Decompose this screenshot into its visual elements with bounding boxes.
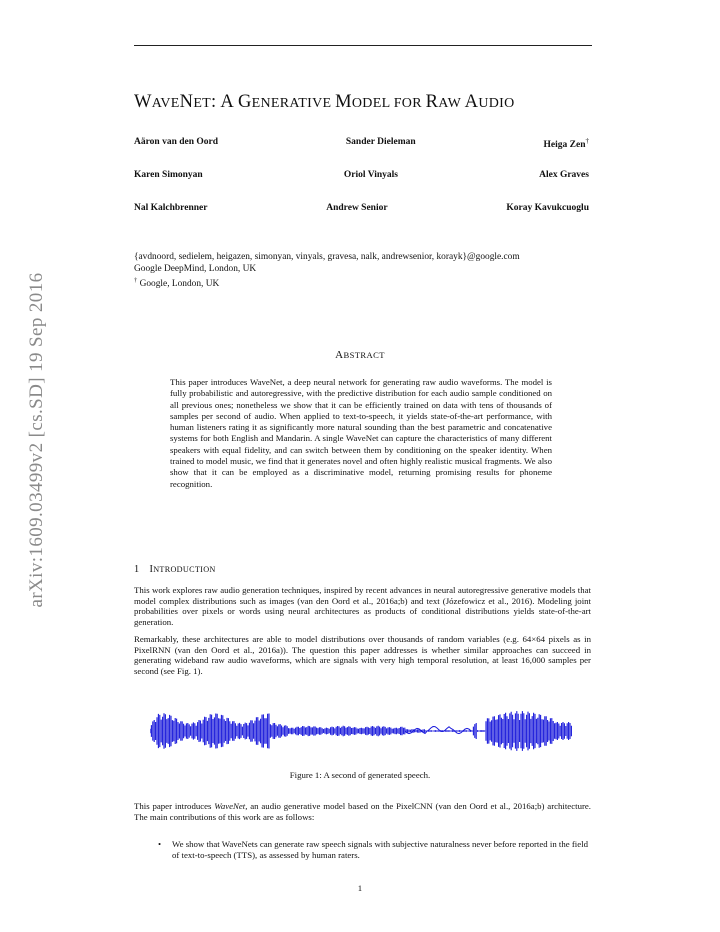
text-run-emphasis: WaveNet: [214, 801, 246, 811]
author-list: [134, 137, 589, 236]
affiliation-google: [134, 275, 520, 290]
intro-paragraph-1: This work explores raw audio generation techniques, inspired by recent advances in neural autoregressive generative models that model complex distributions such as images (van den Oord et al., 2016a;b) and text (Józefowicz et al., 2016). Modeling joint probabilities over pixels or words using neural architectures as products of conditional distributions yields state-of-the-art generation.: [134, 585, 591, 628]
arxiv-stamp[interactable]: arXiv:1609.03499v2 [cs.SD] 19 Sep 2016: [26, 272, 47, 608]
title-part: M: [335, 92, 352, 112]
bullet-marker: •: [158, 839, 162, 849]
author-name: Sander Dieleman: [345, 137, 416, 147]
top-rule: [134, 45, 592, 46]
affiliations: [134, 251, 520, 290]
author-name: Alex Graves: [539, 170, 589, 180]
title-part: ET: [193, 96, 212, 111]
title-part: ODEL FOR: [351, 96, 426, 111]
heading-part: NTRODUCTION: [153, 565, 216, 574]
abstract-heading: [0, 349, 720, 361]
figure-caption: Figure 1: A second of generated speech.: [289, 770, 431, 780]
author-name-with-mark: [544, 137, 589, 170]
title-part: W: [134, 92, 152, 112]
author-row: [134, 203, 589, 236]
abstract-text: This paper introduces WaveNet, a deep neural network for generating raw audio waveforms. The model is fully probabilistic and autoregressive, with the predictive distribution for each audio sample conditioned on all previous ones; nonetheless we show that it can be efficiently trained on data with tens of thousands of samples per second of audio. When applied to text-to-speech, it yields state-of-the-art performance, with human listeners rating it as significantly more natural sounding than the best parametric and concatenative systems for both English and Mandarin. A single WaveNet can capture the characteristics of many different speakers with equal fidelity, and can switch between them by conditioning on the speaker identity. When trained to model music, we find that it generates novel and often highly realistic musical fragments. We also show that it can be employed as a discriminative model, returning promising results for phoneme recognition.: [170, 377, 552, 489]
bullet-text: We show that WaveNets can generate raw speech signals with subjective naturalness never before reported in the field of text-to-speech (TTS), as assessed by human raters.: [172, 839, 588, 860]
author-name: Andrew Senior: [326, 203, 388, 213]
title-part: AVE: [151, 96, 180, 111]
text-run: This paper introduces: [134, 801, 215, 811]
waveform-quiet-segment: [405, 727, 471, 734]
text-run: , an audio generative model based on the PixelCNN (van den Oord et al., 2016a;b) architecture. The main contributions of this work are as follows:: [134, 801, 591, 822]
author-name: Heiga Zen: [543, 140, 586, 151]
intro-paragraph-3: [134, 801, 591, 822]
page-number: 1: [357, 883, 363, 893]
section-number: 1: [134, 564, 140, 575]
intro-paragraph-2: Remarkably, these architectures are able to model distributions over thousands of random variables (e.g. 64×64 pixels as in PixelRNN (van den Oord et al., 2016a)). The question this paper addresses is whether similar approaches can succeed in generating wideband raw audio waveforms, which are signals with very high temporal resolution, at least 16,000 samples per second (see Fig. 1).: [134, 634, 591, 677]
heading-part: A: [335, 349, 344, 361]
section-heading-introduction: [134, 564, 216, 575]
title-part: N: [179, 92, 194, 112]
paper-title: [134, 92, 604, 113]
author-row: [134, 170, 589, 203]
author-name: Koray Kavukcuoglu: [506, 203, 589, 213]
author-name: Nal Kalchbrenner: [134, 203, 208, 213]
dagger-mark: †: [585, 137, 589, 145]
affiliation-google-text: Google, London, UK: [139, 279, 220, 290]
dagger-mark: †: [134, 277, 138, 284]
title-part: ENERATIVE: [251, 96, 336, 111]
author-row: [134, 137, 589, 170]
affiliation-deepmind: Google DeepMind, London, UK: [134, 264, 257, 274]
title-part: R: [425, 92, 439, 112]
heading-part: BSTRACT: [343, 350, 385, 360]
title-part: UDIO: [478, 96, 515, 111]
title-part: :: [211, 92, 221, 112]
author-emails: {avdnoord, sedielem, heigazen, simonyan, vinyals, gravesa, nalk, andrewsenior, korayk}@google.com: [134, 252, 520, 262]
title-part: A: [464, 92, 479, 112]
title-part: A: [220, 92, 238, 112]
waveform-trace: [150, 711, 571, 751]
author-name: Karen Simonyan: [134, 170, 203, 180]
title-part: AW: [438, 96, 465, 111]
author-name: Oriol Vinyals: [343, 170, 398, 180]
author-name: Aäron van den Oord: [134, 137, 219, 147]
heading-part: I: [149, 564, 154, 575]
contribution-bullet: [148, 839, 588, 860]
title-part: G: [237, 92, 252, 112]
figure-1-speech-waveform: [150, 708, 572, 754]
